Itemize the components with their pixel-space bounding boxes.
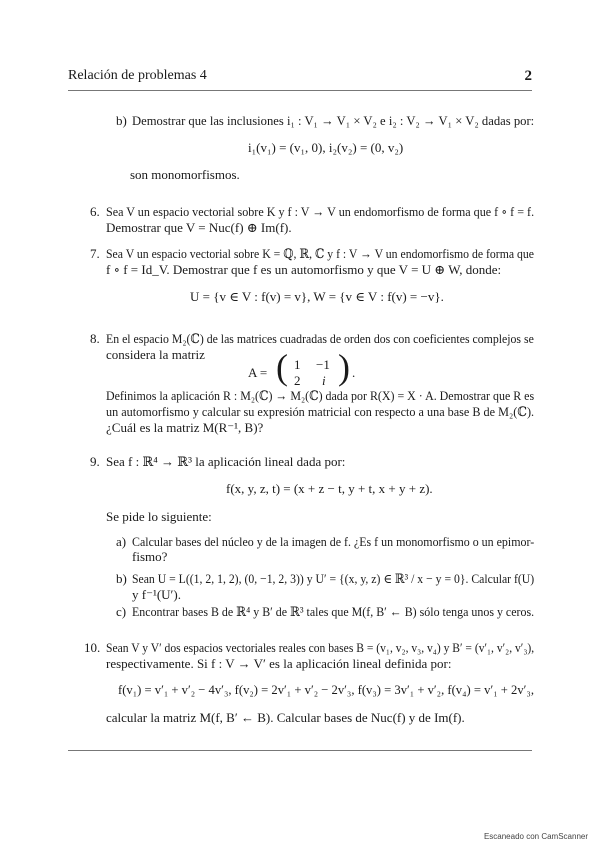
matrix-cell: 2 [294, 373, 301, 388]
problem10-line2: respectivamente. Si f : V → V′ es la aplicación lineal definida por: [106, 656, 452, 671]
problem5b-label: b) [116, 113, 127, 128]
problem9-item-c-label: c) [116, 604, 127, 619]
left-paren: ( [276, 347, 288, 387]
problem10-equation: f(v₁) = v′₁ + v′₂ − 4v′₃, f(v₂) = 2v′₁ + v′₂ − 2v′₃, f(v₃) = 3v′₁ + v′₂, f(v₄) = v′₁ + 2v′₃, [118, 682, 534, 697]
problem10-line3: calcular la matriz M(f, B′ ← B). Calcular bases de Nuc(f) y de Im(f). [106, 710, 465, 725]
problem9-item-b-line2: y f⁻¹(U′). [132, 587, 181, 602]
matrix-lhs: A = [248, 365, 268, 380]
problem9-item-c-line1: Encontrar bases B de ℝ⁴ y B′ de ℝ³ tales que M(f, B′ ← B) sólo tenga unos y ceros. [132, 604, 535, 619]
problem9-number: 9. [90, 454, 100, 469]
problem9-line1: Sea f : ℝ⁴ → ℝ³ la aplicación lineal dada por: [106, 454, 346, 469]
problem8-number: 8. [90, 331, 100, 346]
problem9-intro: Se pide lo siguiente: [106, 509, 212, 524]
problem5b-conclusion: son monomorfismos. [130, 167, 240, 182]
problem10-line1: Sean V y V′ dos espacios vectoriales reales con bases B = (v₁, v₂, v₃, v₄) y B′ = (v′₁, v′₂, v′₃), [106, 640, 535, 655]
problem10-number: 10. [84, 640, 101, 655]
scanner-watermark: Escaneado con CamScanner [483, 832, 588, 841]
problem9-equation: f(x, y, z, t) = (x + z − t, y + t, x + y + z). [226, 481, 433, 496]
matrix-cell: 1 [294, 357, 301, 372]
page-number: 2 [524, 68, 532, 84]
problem9-item-b-line1: Sean U = L((1, 2, 1, 2), (0, −1, 2, 3)) y U′ = {(x, y, z) ∈ ℝ³ / x − y = 0}. Calcular f(U) [132, 571, 535, 586]
problem8-line1: En el espacio M₂(ℂ) de las matrices cuadradas de orden dos con coeficientes complejos se [106, 331, 534, 346]
problem5b-equation: i₁(v₁) = (v₁, 0), i₂(v₂) = (0, v₂) [248, 140, 404, 155]
problem8-line4: un automorfismo y calcular su expresión matricial con respecto a una base B de M₂(ℂ). [106, 404, 535, 419]
problem7-equation: U = {v ∈ V : f(v) = v}, W = {v ∈ V : f(v) = −v}. [190, 289, 444, 304]
right-paren: ) [338, 347, 350, 387]
problem8-line3: Definimos la aplicación R : M₂(ℂ) → M₂(ℂ) dada por R(X) = X · A. Demostrar que R es [106, 388, 535, 403]
matrix-cell: i [322, 373, 326, 388]
header-title: Relación de problemas 4 [68, 68, 207, 83]
matrix-A [276, 347, 366, 391]
problem7-line2: f ∘ f = Id_V. Demostrar que f es un automorfismo y que V = U ⊕ W, donde: [106, 262, 502, 277]
matrix-end: . [352, 365, 356, 380]
problem9-item-a-label: a) [116, 534, 127, 549]
header-rule [68, 90, 532, 91]
footer-rule [68, 750, 532, 751]
problem7-number: 7. [90, 246, 100, 261]
problem7-line1: Sea V un espacio vectorial sobre K = ℚ, ℝ, ℂ y f : V → V un endomorfismo de forma que [106, 246, 534, 261]
problem6-number: 6. [90, 204, 100, 219]
problem5b-text: Demostrar que las inclusiones i₁ : V₁ → V₁ × V₂ e i₂ : V₂ → V₁ × V₂ dadas por: [132, 113, 535, 128]
problem9-item-a-line2: fismo? [132, 549, 168, 564]
problem9-item-a-line1: Calcular bases del núcleo y de la imagen de f. ¿Es f un monomorfismo o un epimor- [132, 534, 535, 549]
problem6-line1: Sea V un espacio vectorial sobre K y f : V → V un endomorfismo de forma que f ∘ f = f. [106, 204, 535, 219]
page-header [68, 68, 532, 88]
matrix-cell: −1 [316, 357, 330, 372]
problem8-line2: considera la matriz [106, 347, 205, 362]
problem9-item-b-label: b) [116, 571, 127, 586]
problem6-line2: Demostrar que V = Nuc(f) ⊕ Im(f). [106, 220, 292, 235]
problem8-line5: ¿Cuál es la matriz M(R⁻¹, B)? [106, 420, 264, 435]
